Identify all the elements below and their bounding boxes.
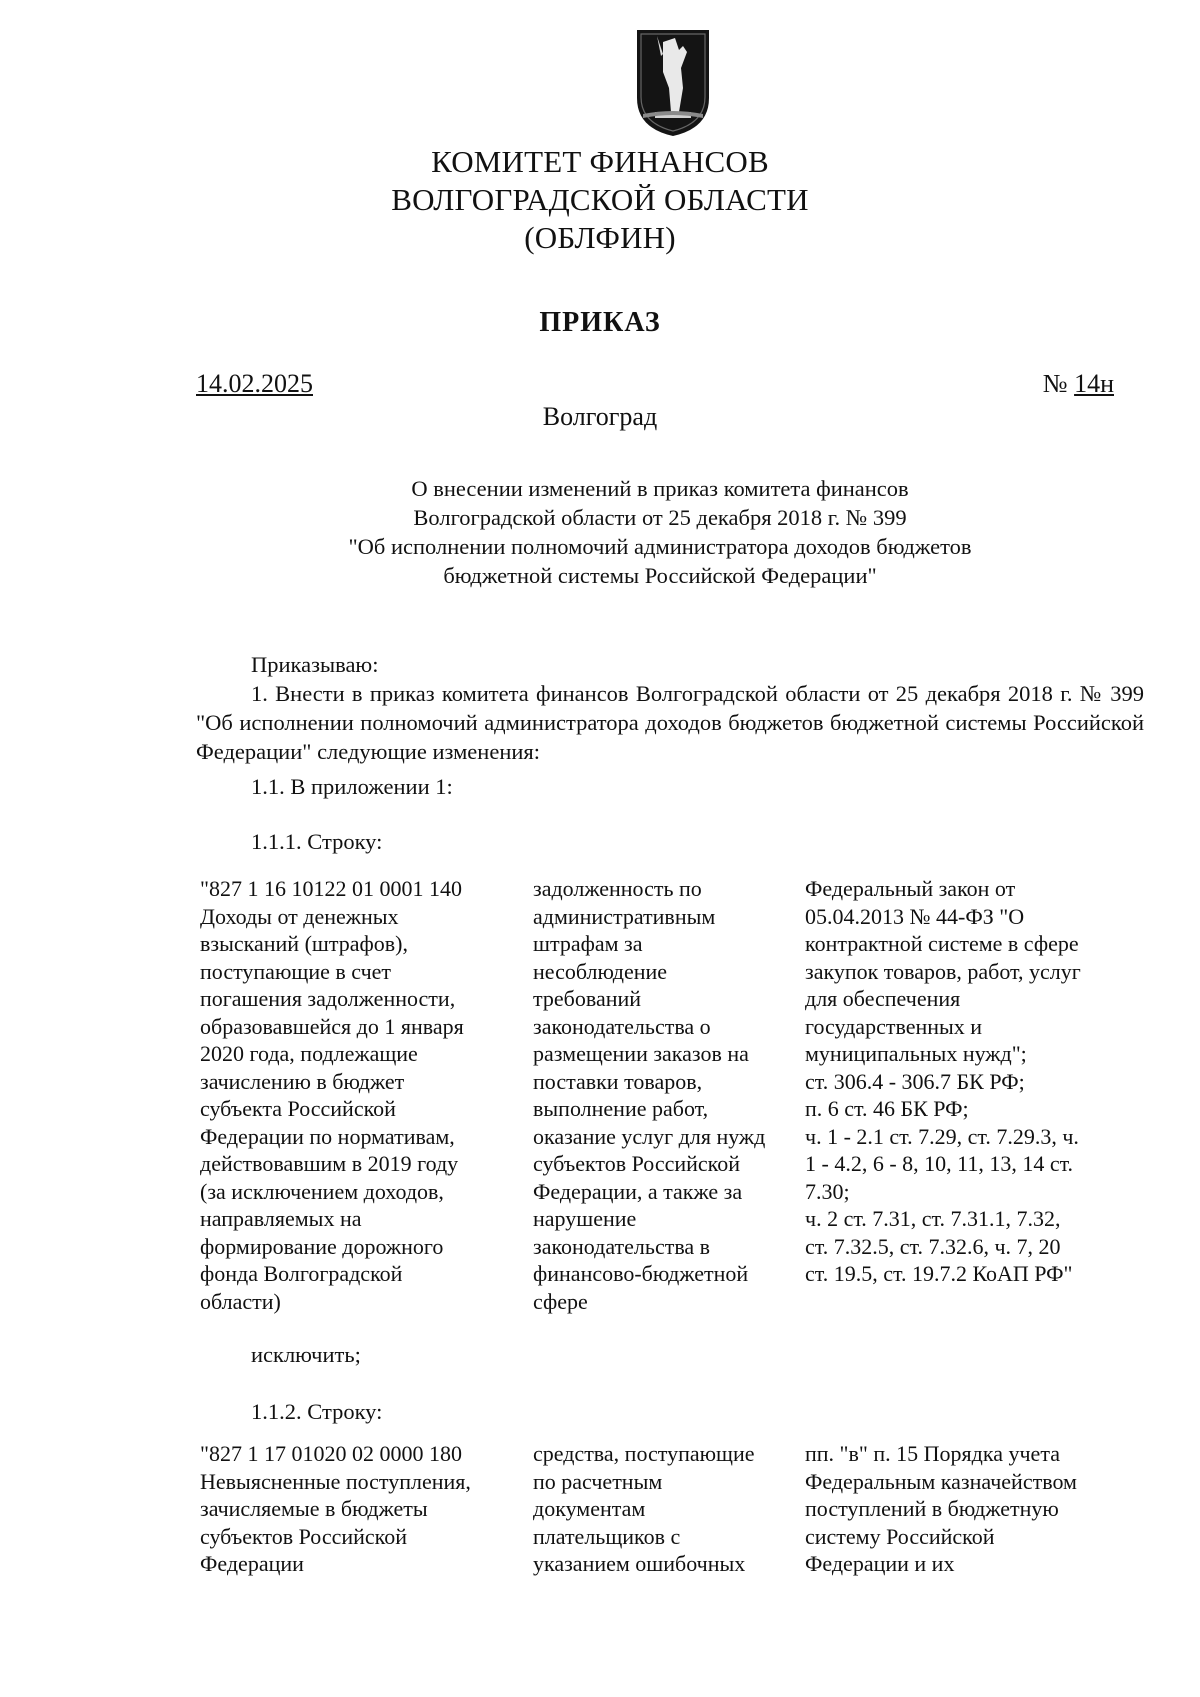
- row-line: Федерации и их: [805, 1551, 955, 1576]
- row-line: "827 1 17 01020 02 0000 180: [200, 1441, 462, 1466]
- row-line: 2020 года, подлежащие: [200, 1041, 418, 1066]
- row-line: задолженность по: [533, 876, 702, 901]
- row-line: взысканий (штрафов),: [200, 931, 408, 956]
- row-line: требований: [533, 986, 642, 1011]
- row-line: Доходы от денежных: [200, 903, 399, 929]
- row-line: систему Российской: [805, 1523, 995, 1549]
- row-line: поступающие в счет: [200, 958, 392, 984]
- row-line: "827 1 16 10122 01 0001 140: [200, 876, 462, 901]
- document-date: 14.02.2025: [196, 369, 313, 398]
- org-name-line-1: КОМИТЕТ ФИНАНСОВ: [431, 144, 769, 179]
- coat-of-arms-icon: [633, 28, 713, 138]
- row-line: по расчетным: [533, 1468, 663, 1494]
- row-line: ст. 19.5, ст. 19.7.2 КоАП РФ": [805, 1261, 1073, 1286]
- row-line: Федерации по нормативам,: [200, 1123, 455, 1149]
- code-column: [200, 875, 510, 1315]
- row-line: Федеральным казначейством: [805, 1468, 1077, 1494]
- row-line: размещении заказов на: [533, 1041, 749, 1066]
- row-line: для обеспечения: [805, 986, 961, 1011]
- row-line: средства, поступающие: [533, 1441, 755, 1466]
- row-line: области): [200, 1288, 281, 1314]
- row-line: документам: [533, 1496, 646, 1521]
- row-line: п. 6 ст. 46 БК РФ;: [805, 1096, 969, 1121]
- row-line: Федерации: [200, 1551, 304, 1576]
- row-line: государственных и: [805, 1013, 983, 1039]
- row-line: административным: [533, 903, 716, 929]
- subject-line: О внесении изменений в приказ комитета финансов: [411, 476, 909, 501]
- row-line: субъекта Российской: [200, 1096, 396, 1121]
- exclude-instruction: исключить;: [251, 1342, 361, 1367]
- org-name-line-3: (ОБЛФИН): [524, 220, 676, 255]
- legal-basis-column: [805, 1440, 1125, 1578]
- number-value: 14н: [1074, 369, 1114, 398]
- row-line: действовавшим в 2019 году: [200, 1151, 459, 1176]
- row-line: Федеральный закон от: [805, 876, 1016, 901]
- code-column: [200, 1440, 510, 1578]
- row-line: указанием ошибочных: [533, 1551, 746, 1576]
- document-subject: [200, 474, 1120, 590]
- row-line: Невыясненные поступления,: [200, 1468, 471, 1494]
- paragraph-item-1-1: 1.1. В приложении 1:: [251, 774, 453, 799]
- paragraph-item-1-1-2: 1.1.2. Строку:: [251, 1399, 383, 1424]
- row-line: ч. 1 - 2.1 ст. 7.29, ст. 7.29.3, ч.: [805, 1123, 1079, 1149]
- row-line: несоблюдение: [533, 958, 668, 984]
- row-line: ст. 306.4 - 306.7 БК РФ;: [805, 1068, 1025, 1094]
- row-line: пп. "в" п. 15 Порядка учета: [805, 1441, 1060, 1466]
- row-line: зачисляемые в бюджеты: [200, 1496, 428, 1521]
- row-line: закупок товаров, работ, услуг: [805, 958, 1081, 984]
- row-line: 1 - 4.2, 6 - 8, 10, 11, 13, 14 ст.: [805, 1151, 1074, 1176]
- paragraph-item-1: 1. Внести в приказ комитета финансов Волгоградской области от 25 декабря 2018 г. № 399 "Об исполнении полномочий администратора доходов бюджетов бюджетной системы Российской Федерации" следующие изменения:: [196, 681, 1144, 764]
- subject-line: бюджетной системы Российской Федерации": [443, 563, 877, 588]
- row-line: направляемых на: [200, 1206, 362, 1231]
- order-word: Приказываю:: [251, 652, 379, 677]
- row-line: погашения задолженности,: [200, 986, 456, 1011]
- row-line: (за исключением доходов,: [200, 1178, 444, 1204]
- row-line: образовавшейся до 1 января: [200, 1013, 464, 1039]
- subject-line: "Об исполнении полномочий администратора доходов бюджетов: [348, 534, 972, 559]
- paragraph-item-1-1-1: 1.1.1. Строку:: [251, 829, 383, 854]
- row-line: субъектов Российской: [200, 1523, 408, 1549]
- row-line: 7.30;: [805, 1178, 850, 1204]
- row-line: фонда Волгоградской: [200, 1261, 403, 1286]
- row-line: зачислению в бюджет: [200, 1068, 405, 1094]
- row-line: субъектов Российской: [533, 1151, 741, 1176]
- document-city: Волгоград: [542, 402, 658, 431]
- row-line: поставки товаров,: [533, 1068, 703, 1094]
- row-line: нарушение: [533, 1206, 637, 1231]
- row-line: законодательства в: [533, 1233, 711, 1259]
- row-line: формирование дорожного: [200, 1233, 444, 1259]
- description-column: [533, 1440, 795, 1578]
- row-line: Федерации, а также за: [533, 1178, 743, 1204]
- number-sign: №: [1042, 369, 1068, 398]
- row-line: оказание услуг для нужд: [533, 1123, 766, 1149]
- org-name-line-2: ВОЛГОГРАДСКОЙ ОБЛАСТИ: [391, 182, 809, 217]
- row-line: выполнение работ,: [533, 1096, 709, 1121]
- row-line: сфере: [533, 1288, 588, 1314]
- subject-line: Волгоградской области от 25 декабря 2018 г. № 399: [413, 505, 907, 530]
- row-line: 05.04.2013 № 44-ФЗ "О: [805, 903, 1025, 929]
- row-line: законодательства о: [533, 1013, 711, 1039]
- row-line: финансово-бюджетной: [533, 1261, 749, 1286]
- description-column: [533, 875, 795, 1315]
- legal-basis-column: [805, 875, 1125, 1288]
- document-type-title: ПРИКАЗ: [539, 307, 661, 338]
- row-line: контрактной системе в сфере: [805, 931, 1079, 956]
- row-line: ч. 2 ст. 7.31, ст. 7.31.1, 7.32,: [805, 1206, 1061, 1231]
- row-line: ст. 7.32.5, ст. 7.32.6, ч. 7, 20: [805, 1233, 1061, 1259]
- document-number: [1043, 369, 1114, 399]
- row-line: плательщиков с: [533, 1523, 681, 1549]
- row-line: муниципальных нужд";: [805, 1041, 1027, 1066]
- row-line: штрафам за: [533, 931, 643, 956]
- row-line: поступлений в бюджетную: [805, 1496, 1059, 1521]
